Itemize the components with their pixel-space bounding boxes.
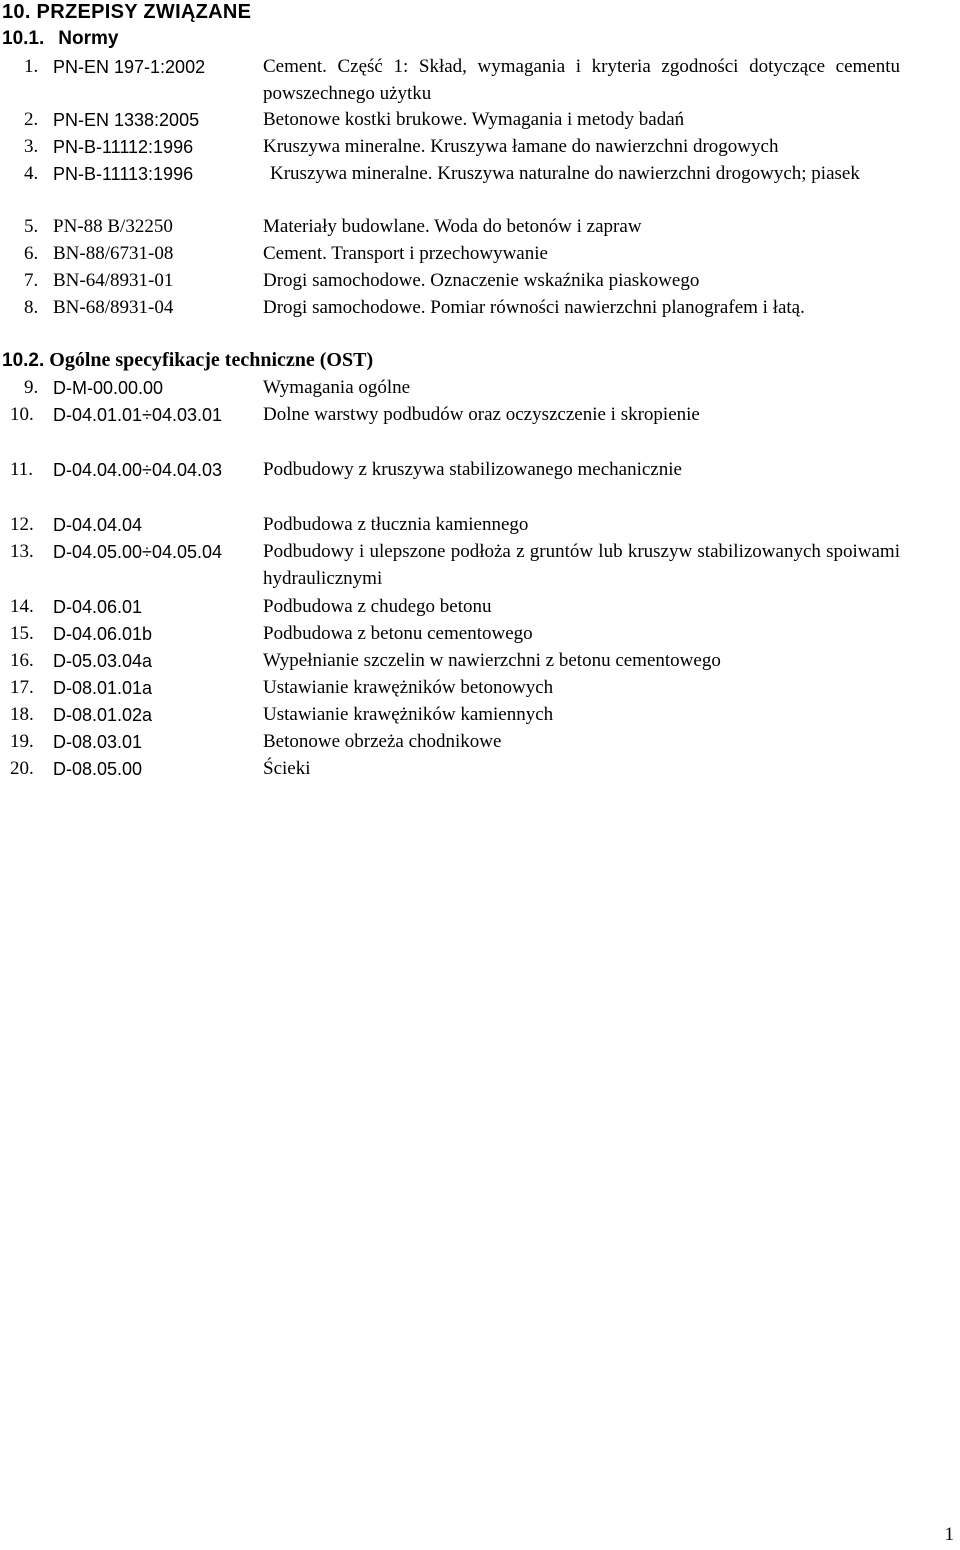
norm-code: BN-68/8931-04 [53, 297, 174, 318]
ost-description: Ustawianie krawężników kamiennych [263, 704, 554, 725]
ost-description: Ścieki [263, 758, 311, 779]
row-number: 9. [24, 377, 39, 398]
norm-code: PN-88 B/32250 [53, 216, 173, 237]
norm-code: BN-88/6731-08 [53, 243, 174, 264]
ost-code: D-08.01.01a [53, 678, 153, 698]
norm-description: Drogi samochodowe. Pomiar równości nawierzchni planografem i łatą. [263, 297, 805, 318]
row-number: 5. [24, 216, 39, 237]
row-number: 6. [24, 243, 39, 264]
ost-code: D-04.05.00÷04.05.04 [53, 542, 223, 562]
section-title: Normy [58, 28, 119, 49]
norm-description: Kruszywa mineralne. Kruszywa naturalne do nawierzchni drogowych; piasek [270, 163, 860, 184]
norm-description: Kruszywa mineralne. Kruszywa łamane do nawierzchni drogowych [263, 136, 779, 157]
row-number: 7. [24, 270, 39, 291]
ost-code: D-04.04.00÷04.04.03 [53, 460, 223, 480]
ost-description: Podbudowa z chudego betonu [263, 596, 492, 617]
norm-description: Cement. Część 1: Skład, wymagania i kryteria zgodności dotyczące cementu powszechnego użytku [263, 56, 900, 104]
row-number: 19. [10, 731, 34, 752]
ost-description: Ustawianie krawężników betonowych [263, 677, 554, 698]
norm-description: Drogi samochodowe. Oznaczenie wskaźnika piaskowego [263, 270, 700, 291]
row-number: 20. [10, 758, 34, 779]
ost-code: D-08.05.00 [53, 759, 143, 779]
page-number: 1 [944, 1524, 954, 1545]
ost-code: D-M-00.00.00 [53, 378, 164, 398]
norm-description: Betonowe kostki brukowe. Wymagania i metody badań [263, 109, 685, 130]
row-number: 1. [24, 56, 39, 77]
section-heading-ost [2, 347, 373, 374]
row-number: 13. [10, 541, 34, 562]
ost-code: D-08.01.02a [53, 705, 153, 725]
ost-code: D-08.03.01 [53, 732, 143, 752]
norm-code: PN-EN 1338:2005 [53, 110, 200, 130]
ost-description: Podbudowa z tłucznia kamiennego [263, 514, 529, 535]
row-number: 15. [10, 623, 34, 644]
row-number: 12. [10, 514, 34, 535]
ost-description: Podbudowy z kruszywa stabilizowanego mechanicznie [263, 459, 682, 480]
row-number: 14. [10, 596, 34, 617]
norm-code: PN-B-11112:1996 [53, 137, 194, 157]
ost-description: Podbudowa z betonu cementowego [263, 623, 533, 644]
norm-description: Cement. Transport i przechowywanie [263, 243, 548, 264]
section-number: 10.1. [2, 28, 45, 49]
ost-code: D-04.06.01 [53, 597, 143, 617]
ost-description: Wypełnianie szczelin w nawierzchni z betonu cementowego [263, 650, 721, 671]
section-number: 10.2. [2, 350, 45, 371]
norm-code: BN-64/8931-01 [53, 270, 174, 291]
ost-description: Wymagania ogólne [263, 377, 411, 398]
ost-description: Dolne warstwy podbudów oraz oczyszczenie i skropienie [263, 404, 700, 425]
norm-code: PN-B-11113:1996 [53, 164, 194, 184]
ost-code: D-04.06.01b [53, 624, 153, 644]
section-heading-norms [2, 26, 118, 52]
ost-code: D-05.03.04a [53, 651, 153, 671]
main-heading: 10. PRZEPISY ZWIĄZANE [2, 1, 252, 23]
row-number: 18. [10, 704, 34, 725]
row-number: 4. [24, 163, 39, 184]
row-number: 17. [10, 677, 34, 698]
section-title: Ogólne specyfikacje techniczne (OST) [49, 349, 374, 371]
ost-description: Betonowe obrzeża chodnikowe [263, 731, 502, 752]
row-number: 16. [10, 650, 34, 671]
ost-code: D-04.01.01÷04.03.01 [53, 405, 223, 425]
row-number: 8. [24, 297, 39, 318]
row-number: 10. [10, 404, 34, 425]
row-number: 11. [10, 459, 34, 480]
norm-code: PN-EN 197-1:2002 [53, 57, 206, 77]
norm-description: Materiały budowlane. Woda do betonów i zapraw [263, 216, 642, 237]
row-number: 2. [24, 109, 39, 130]
ost-description: Podbudowy i ulepszone podłoża z gruntów lub kruszyw stabilizowanych spoiwami hydraulicznymi [263, 541, 900, 589]
ost-code: D-04.04.04 [53, 515, 143, 535]
row-number: 3. [24, 136, 39, 157]
